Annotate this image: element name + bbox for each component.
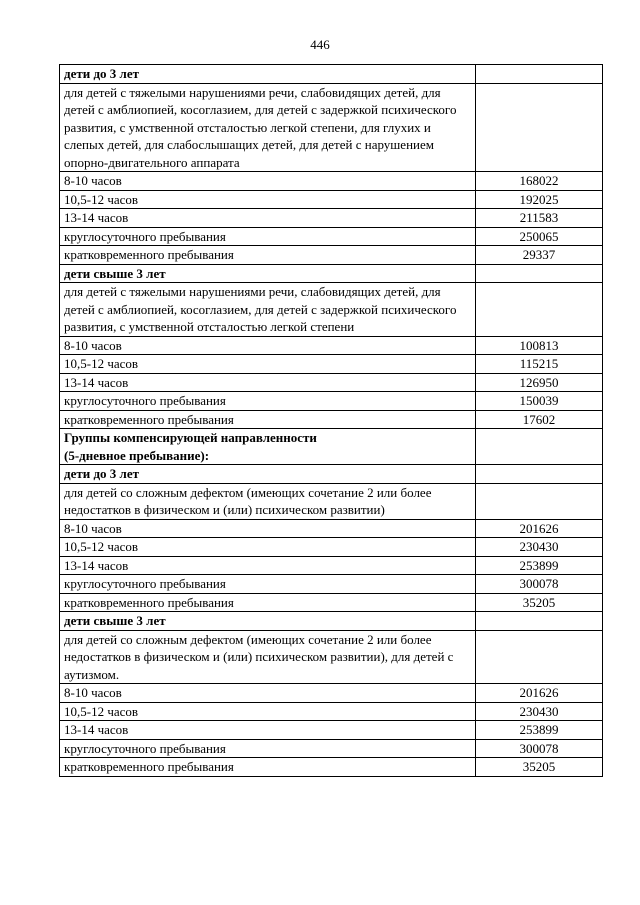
table-row <box>60 429 603 465</box>
row-value: 253899 <box>476 721 603 740</box>
table-row <box>60 264 603 283</box>
table-row <box>60 519 603 538</box>
row-value <box>476 429 603 465</box>
row-value: 150039 <box>476 392 603 411</box>
row-value: 35205 <box>476 758 603 777</box>
table-row <box>60 612 603 631</box>
page-number: 446 <box>310 37 330 52</box>
table-row <box>60 65 603 84</box>
row-value <box>476 630 603 684</box>
row-label: кратковременного пребывания <box>60 593 476 612</box>
row-label: кратковременного пребывания <box>60 758 476 777</box>
table-row <box>60 336 603 355</box>
row-label: кратковременного пребывания <box>60 246 476 265</box>
row-value: 192025 <box>476 190 603 209</box>
row-value: 250065 <box>476 227 603 246</box>
row-label: 10,5-12 часов <box>60 190 476 209</box>
row-label: 8-10 часов <box>60 519 476 538</box>
row-value: 168022 <box>476 172 603 191</box>
row-label: 8-10 часов <box>60 172 476 191</box>
table-row <box>60 630 603 684</box>
section-heading-line-2: (5-дневное пребывание): <box>64 447 210 463</box>
row-value: 201626 <box>476 684 603 703</box>
table-row <box>60 702 603 721</box>
row-label: круглосуточного пребывания <box>60 739 476 758</box>
row-value: 201626 <box>476 519 603 538</box>
table-row <box>60 721 603 740</box>
row-value: 35205 <box>476 593 603 612</box>
row-label: 10,5-12 часов <box>60 702 476 721</box>
row-value: 29337 <box>476 246 603 265</box>
table-row <box>60 373 603 392</box>
row-value <box>476 283 603 337</box>
table-row <box>60 172 603 191</box>
section-heading-line-1: Группы компенсирующей направленности <box>64 430 317 445</box>
row-label: дети свыше 3 лет <box>60 264 476 283</box>
row-label: 10,5-12 часов <box>60 538 476 557</box>
row-value: 211583 <box>476 209 603 228</box>
row-value: 300078 <box>476 575 603 594</box>
row-value <box>476 483 603 519</box>
row-label: для детей с тяжелыми нарушениями речи, слабовидящих детей, для детей с амблиопией, косоглазием, для детей с задержкой психического развития, с умственной отсталостью легкой степени <box>60 283 476 337</box>
table-row <box>60 410 603 429</box>
table-row <box>60 758 603 777</box>
table-row <box>60 684 603 703</box>
row-label: 10,5-12 часов <box>60 355 476 374</box>
row-value: 230430 <box>476 538 603 557</box>
row-value: 253899 <box>476 556 603 575</box>
table-row <box>60 593 603 612</box>
table-row <box>60 83 603 172</box>
table-row <box>60 227 603 246</box>
row-value <box>476 612 603 631</box>
section-heading <box>60 429 476 465</box>
row-label: для детей с тяжелыми нарушениями речи, слабовидящих детей, для детей с амблиопией, косоглазием, для детей с задержкой психического развития, с умственной отсталостью легкой степени, для глухих и слепых детей, для слабослышащих детей, для детей с нарушением опорно-двигательного аппарата <box>60 83 476 172</box>
row-label: 13-14 часов <box>60 721 476 740</box>
row-label: 13-14 часов <box>60 209 476 228</box>
row-label: 8-10 часов <box>60 684 476 703</box>
row-value: 115215 <box>476 355 603 374</box>
row-label: круглосуточного пребывания <box>60 575 476 594</box>
row-label: круглосуточного пребывания <box>60 227 476 246</box>
row-value: 300078 <box>476 739 603 758</box>
row-label: дети до 3 лет <box>60 65 476 84</box>
table-row <box>60 465 603 484</box>
row-label: для детей со сложным дефектом (имеющих сочетание 2 или более недостатков в физическом и (или) психическом развитии) <box>60 483 476 519</box>
row-label: 13-14 часов <box>60 373 476 392</box>
row-label: круглосуточного пребывания <box>60 392 476 411</box>
table-row <box>60 190 603 209</box>
row-label: дети до 3 лет <box>60 465 476 484</box>
table-row <box>60 392 603 411</box>
tariff-table <box>59 64 603 777</box>
table-row <box>60 538 603 557</box>
table-row <box>60 556 603 575</box>
row-label: дети свыше 3 лет <box>60 612 476 631</box>
row-value <box>476 465 603 484</box>
row-value <box>476 83 603 172</box>
row-value: 17602 <box>476 410 603 429</box>
row-value: 100813 <box>476 336 603 355</box>
table-row <box>60 355 603 374</box>
table-row <box>60 575 603 594</box>
table-row <box>60 246 603 265</box>
row-value <box>476 65 603 84</box>
table-row <box>60 283 603 337</box>
row-value: 230430 <box>476 702 603 721</box>
table-row <box>60 483 603 519</box>
row-value <box>476 264 603 283</box>
row-value: 126950 <box>476 373 603 392</box>
row-label: 8-10 часов <box>60 336 476 355</box>
row-label: для детей со сложным дефектом (имеющих сочетание 2 или более недостатков в физическом и (или) психическом развитии), для детей с аутизмом. <box>60 630 476 684</box>
table-row <box>60 209 603 228</box>
row-label: кратковременного пребывания <box>60 410 476 429</box>
row-label: 13-14 часов <box>60 556 476 575</box>
table-row <box>60 739 603 758</box>
